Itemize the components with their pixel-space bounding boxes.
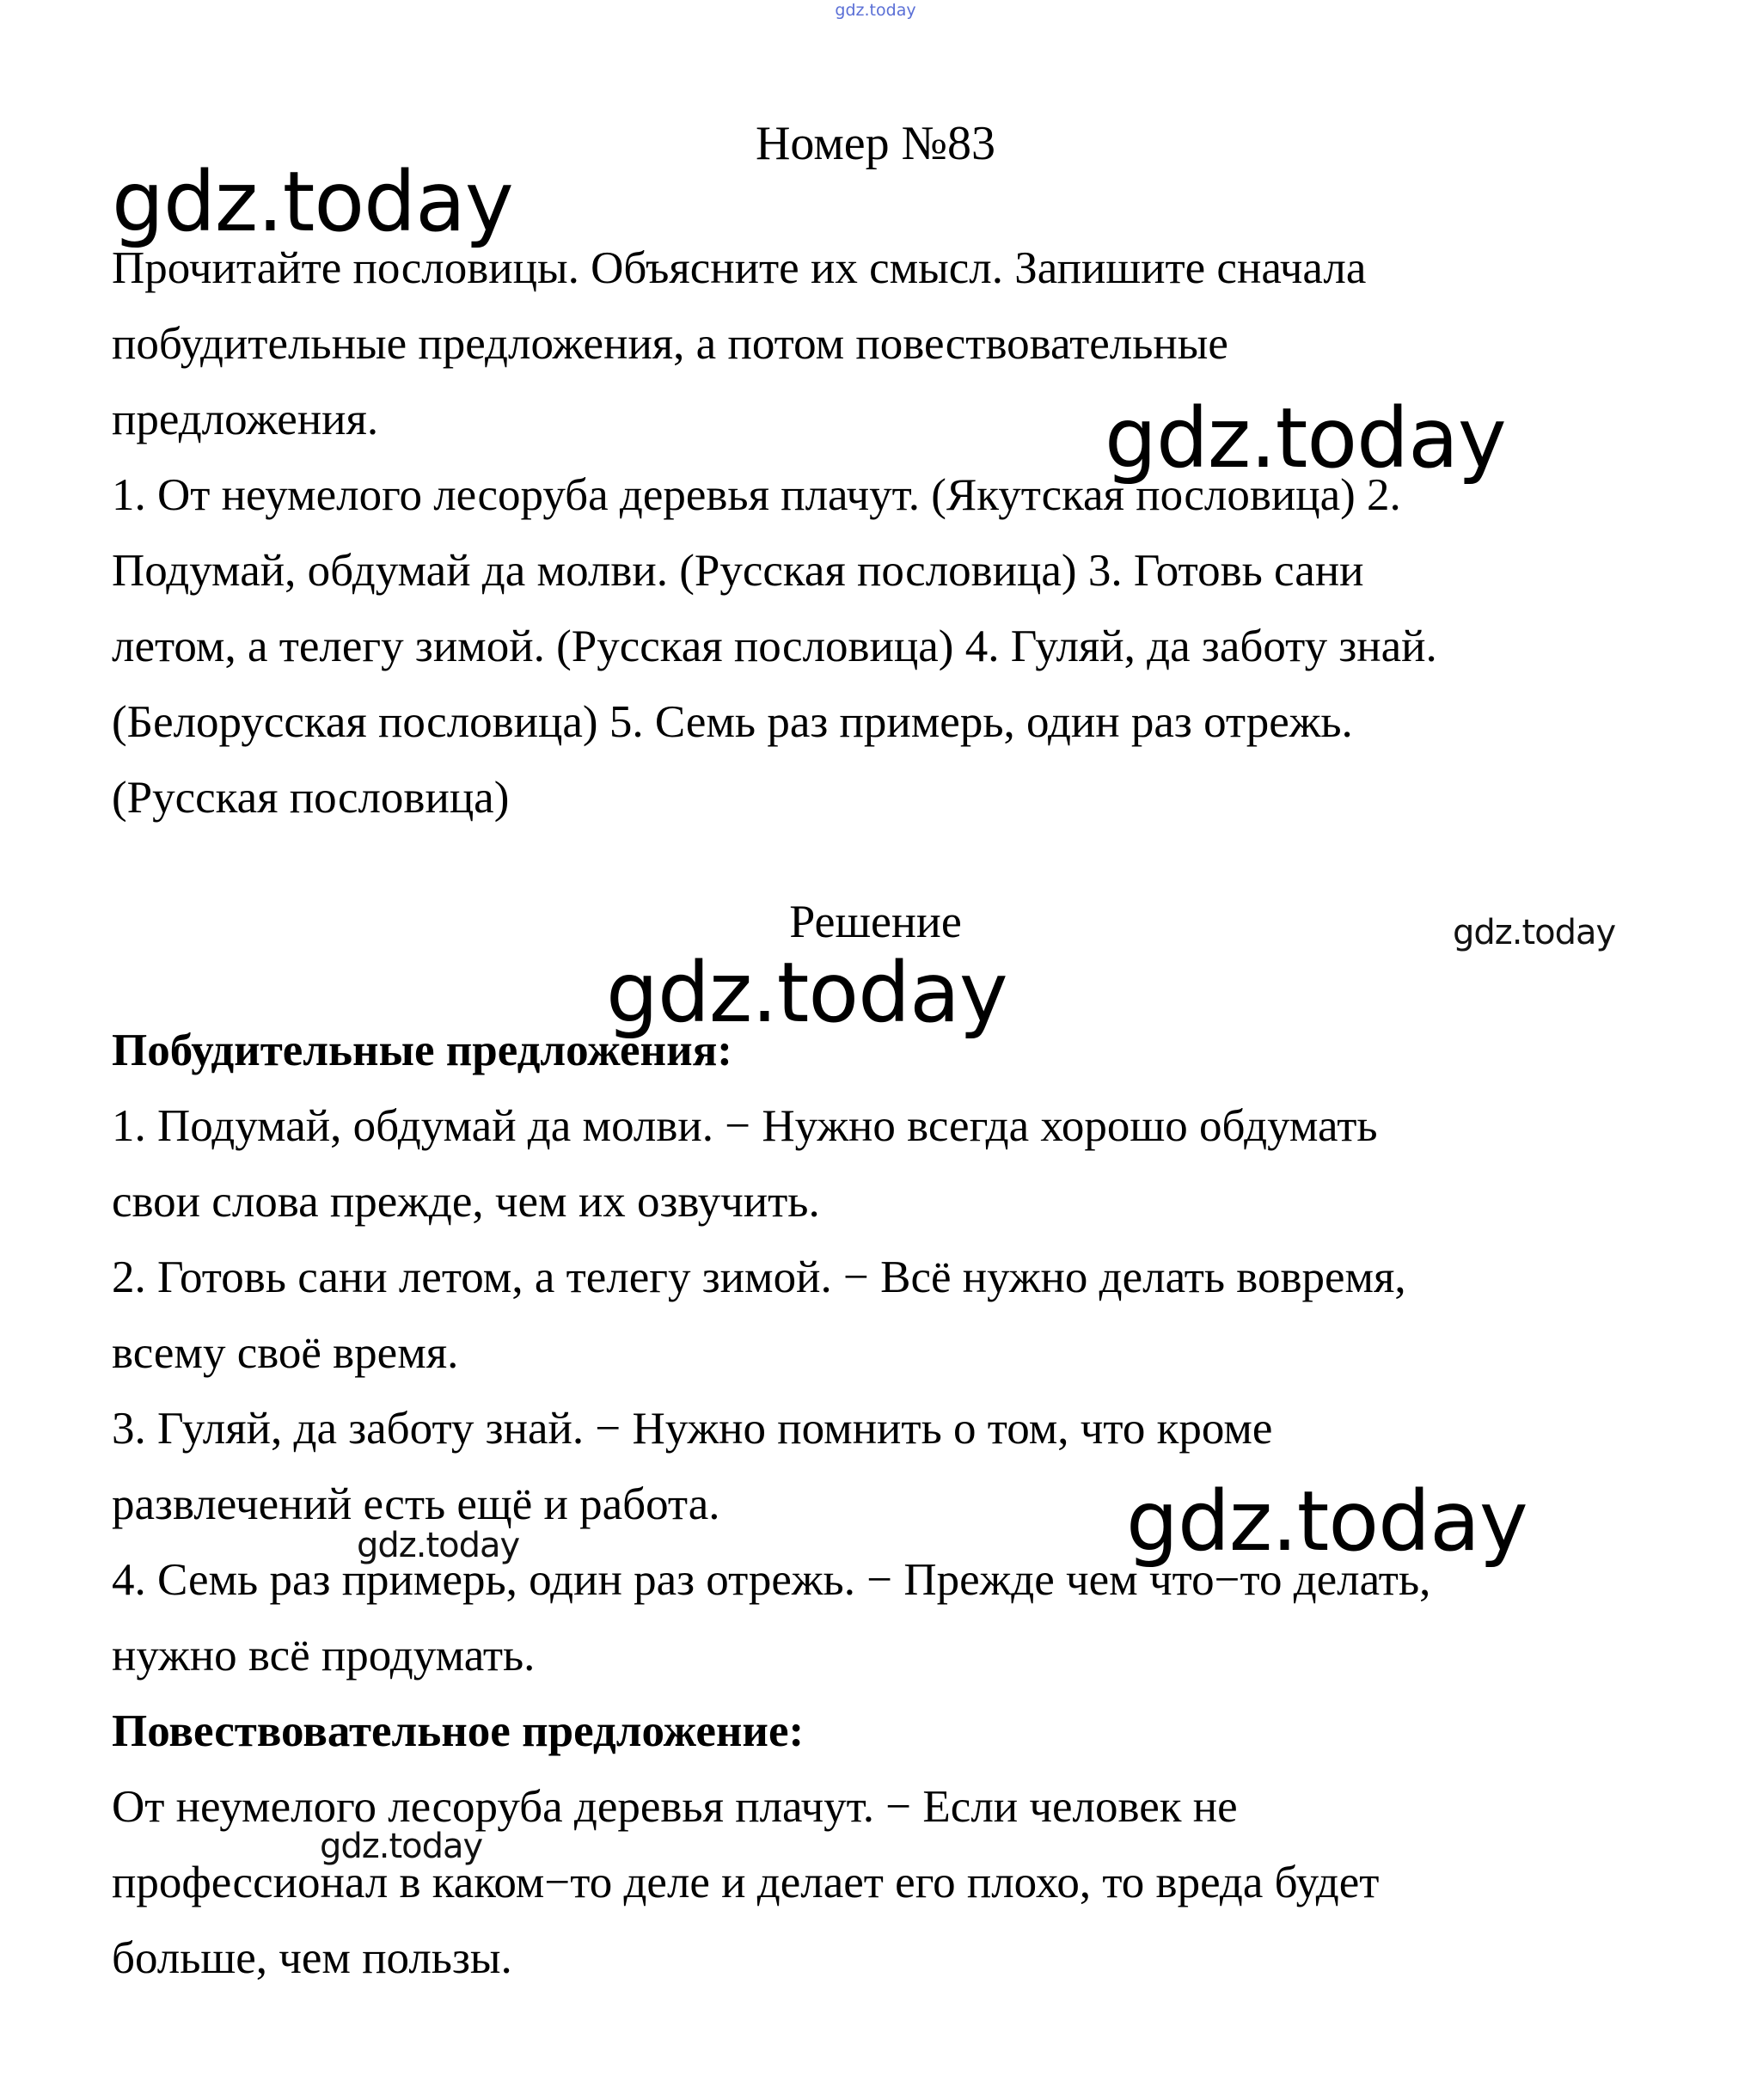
task-line: побудительные предложения, а потом повествовательные (112, 319, 1228, 369)
solution-line: 3. Гуляй, да заботу знай. − Нужно помнить о том, что кроме (112, 1404, 1273, 1454)
watermark-logo: gdz.today (1126, 1473, 1528, 1570)
task-line: летом, а телегу зимой. (Русская пословица) 4. Гуляй, да заботу знай. (112, 621, 1437, 671)
task-line: (Русская пословица) (112, 773, 510, 823)
solution-line: всему своё время. (112, 1328, 459, 1378)
task-line: Подумай, обдумай да молви. (Русская пословица) 3. Готовь сани (112, 546, 1364, 596)
watermark-logo: gdz.today (1453, 913, 1616, 952)
narrative-heading: Повествовательное предложение: (112, 1706, 805, 1756)
imperative-heading: Побудительные предложения: (112, 1026, 732, 1075)
watermark-logo: gdz.today (357, 1526, 520, 1565)
page-title: Номер №83 (755, 117, 996, 170)
top-watermark: gdz.today (835, 1, 916, 20)
watermark-logo: gdz.today (320, 1827, 483, 1866)
watermark-logo: gdz.today (112, 154, 513, 250)
solution-line: 1. Подумай, обдумай да молви. − Нужно всегда хорошо обдумать (112, 1101, 1378, 1151)
solution-title: Решение (789, 896, 962, 947)
task-line: 1. От неумелого лесоруба деревья плачут. (Якутская пословица) 2. (112, 470, 1401, 520)
watermark-logo: gdz.today (1105, 390, 1506, 487)
task-line: предложения. (112, 395, 379, 444)
solution-line: От неумелого лесоруба деревья плачут. − Если человек не (112, 1782, 1238, 1832)
task-line: (Белорусская пословица) 5. Семь раз примерь, один раз отрежь. (112, 697, 1353, 747)
solution-line: 2. Готовь сани летом, а телегу зимой. − Всё нужно делать вовремя, (112, 1252, 1406, 1302)
solution-line: свои слова прежде, чем их озвучить. (112, 1177, 820, 1227)
solution-line: профессионал в каком−то деле и делает его плохо, то вреда будет (112, 1858, 1380, 1907)
solution-line: больше, чем пользы. (112, 1933, 512, 1983)
task-line: Прочитайте пословицы. Объясните их смысл. Запишите сначала (112, 243, 1367, 293)
solution-line: нужно всё продумать. (112, 1631, 536, 1681)
watermark-logo: gdz.today (606, 945, 1007, 1041)
solution-line: 4. Семь раз примерь, один раз отрежь. − Прежде чем что−то делать, (112, 1555, 1431, 1605)
task-text (112, 230, 1642, 836)
solution-line: развлечений есть ещё и работа. (112, 1479, 720, 1529)
